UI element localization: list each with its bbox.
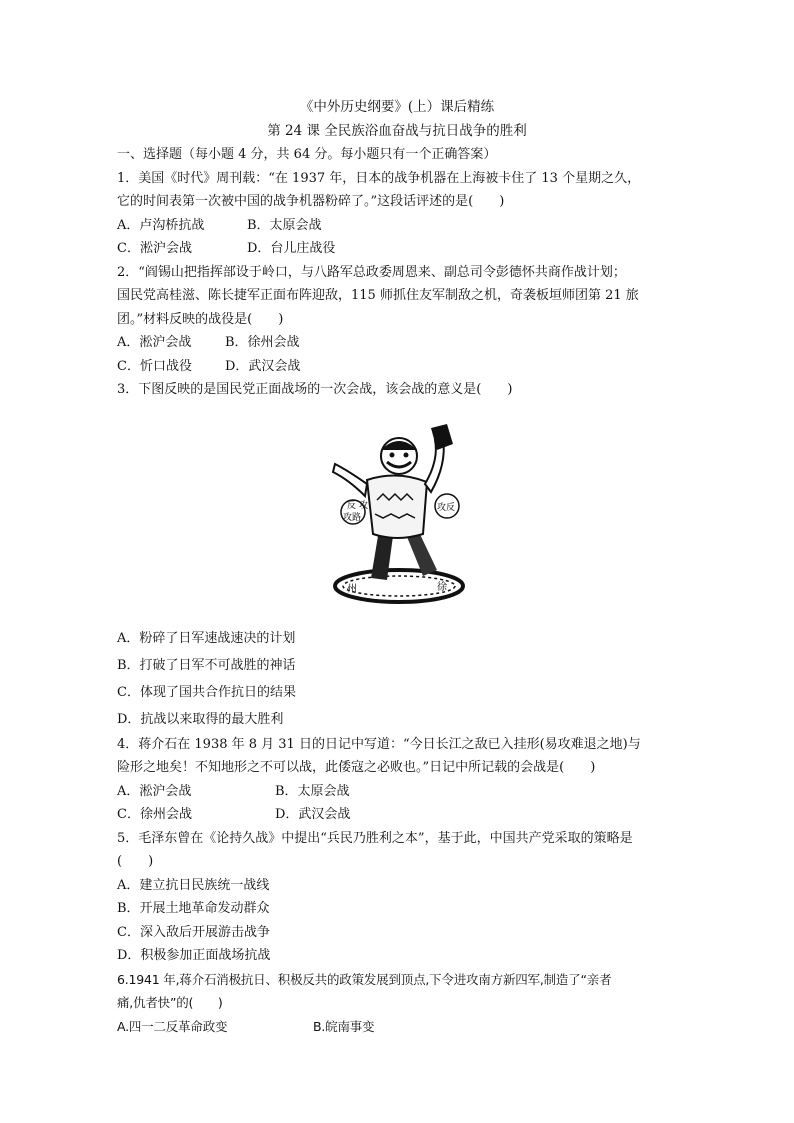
worksheet-page (117, 96, 677, 1038)
q6-stem-line1: 6.1941 年,蒋介石消极抗日、积极反共的政策发展到顶点,下令进攻南方新四军,制造了“亲者 (117, 971, 612, 987)
figure-label-gonglu: 攻路 (343, 512, 362, 523)
q3-option-d[interactable]: D．抗战以来取得的最大胜利 (117, 711, 284, 727)
worksheet-title: 《中外历史纲要》(上）课后精练 (299, 99, 495, 115)
q5-stem-line2: ( ) (117, 854, 154, 869)
q1-options-row1 (117, 214, 677, 238)
q6-option-b[interactable]: B.皖南事变 (313, 1018, 375, 1034)
q3-stem-line1: 3．下图反映的是国民党正面战场的一次会战，该会战的意义是( ) (117, 382, 513, 397)
q3-option-b[interactable]: B．打破了日军不可战胜的神话 (117, 657, 296, 673)
q5-stem-line1: 5．毛泽东曾在《论持久战》中提出“兵民乃胜利之本”，基于此，中国共产党采取的策略是 (117, 830, 633, 846)
q5-option-d[interactable]: D．积极参加正面战场抗战 (117, 948, 271, 963)
figure-label-gongfan: 攻反 (437, 502, 456, 513)
q1-option-d[interactable]: D．台儿庄战役 (247, 241, 336, 256)
q4-option-a[interactable]: A．淞沪会战 (117, 783, 192, 799)
q2-option-a[interactable]: A．淞沪会战 (117, 335, 192, 350)
q1-stem-line2: 它的时间表第一次被中国的战争机器粉碎了。”这段话评述的是( ) (117, 194, 505, 209)
q5-option-c[interactable]: C．深入敌后开展游击战争 (117, 924, 270, 940)
q1-option-b[interactable]: B．太原会战 (247, 217, 322, 233)
q1-option-a[interactable]: A．卢沟桥抗战 (117, 217, 205, 233)
q2-option-d[interactable]: D．武汉会战 (225, 358, 301, 374)
q3-option-a[interactable]: A．粉碎了日军速战速决的计划 (117, 630, 296, 646)
q6-options-row1 (117, 1015, 677, 1039)
q3-option-c[interactable]: C．体现了国共合作抗日的结果 (117, 684, 296, 700)
figure-label-xu: 徐 (437, 581, 447, 593)
q2-stem-line2: 国民党高桂滋、陈长捷军正面布阵迎敌，115 师抓住友军制敌之机，奇袭板垣师团第 21 旅 (117, 288, 639, 303)
q4-options-row2 (117, 803, 677, 827)
q3-cartoon-figure (117, 410, 677, 615)
q4-option-d[interactable]: D．武汉会战 (275, 807, 351, 822)
q1-stem-line1: 1．美国《时代》周刊载：“在 1937 年，日本的战争机器在上海被卡住了 13 个星期之久， (117, 170, 641, 186)
q2-option-b[interactable]: B．徐州会战 (225, 335, 300, 350)
q1-options-row2 (117, 237, 677, 261)
q4-stem-line1: 4．蒋介石在 1938 年 8 月 31 日的日记中写道：“今日长江之敌已入挂形(易攻难退之地)与 (117, 736, 641, 752)
q4-option-b[interactable]: B．太原会战 (275, 783, 350, 799)
q4-options-row1 (117, 780, 677, 804)
figure-label-zhou: 州 (347, 583, 357, 595)
figure-label-fan: 反 (347, 500, 357, 511)
q2-stem-line1: 2．“阎锡山把指挥部设于岭口，与八路军总政委周恩来、副总司令彭德怀共商作战计划； (117, 264, 626, 280)
section-heading: 一、选择题（每小题 4 分，共 64 分。每小题只有一个正确答案） (117, 147, 497, 162)
q2-stem-line3: 团。”材料反映的战役是( ) (117, 311, 284, 327)
q6-stem-line2: 痛,仇者快”的( ) (117, 995, 223, 1010)
q1-option-c[interactable]: C．淞沪会战 (117, 241, 192, 256)
q2-options-row1 (117, 331, 677, 355)
q2-option-c[interactable]: C．忻口战役 (117, 358, 192, 374)
lesson-title: 第 24 课 全民族浴血奋战与抗日战争的胜利 (267, 122, 527, 139)
figure-label-gong: 攻 (359, 500, 369, 511)
q2-options-row2 (117, 355, 677, 379)
cartoon-soldier-illustration (327, 410, 467, 610)
q6-option-a[interactable]: A.四一二反革命政变 (117, 1018, 228, 1034)
q4-stem-line2: 险形之地矣！不知地形之不可以战，此倭寇之必败也。”日记中所记载的会战是( ) (117, 760, 596, 775)
q4-option-c[interactable]: C．徐州会战 (117, 807, 192, 822)
q5-option-a[interactable]: A．建立抗日民族统一战线 (117, 877, 270, 893)
q5-option-b[interactable]: B．开展土地革命发动群众 (117, 901, 270, 916)
